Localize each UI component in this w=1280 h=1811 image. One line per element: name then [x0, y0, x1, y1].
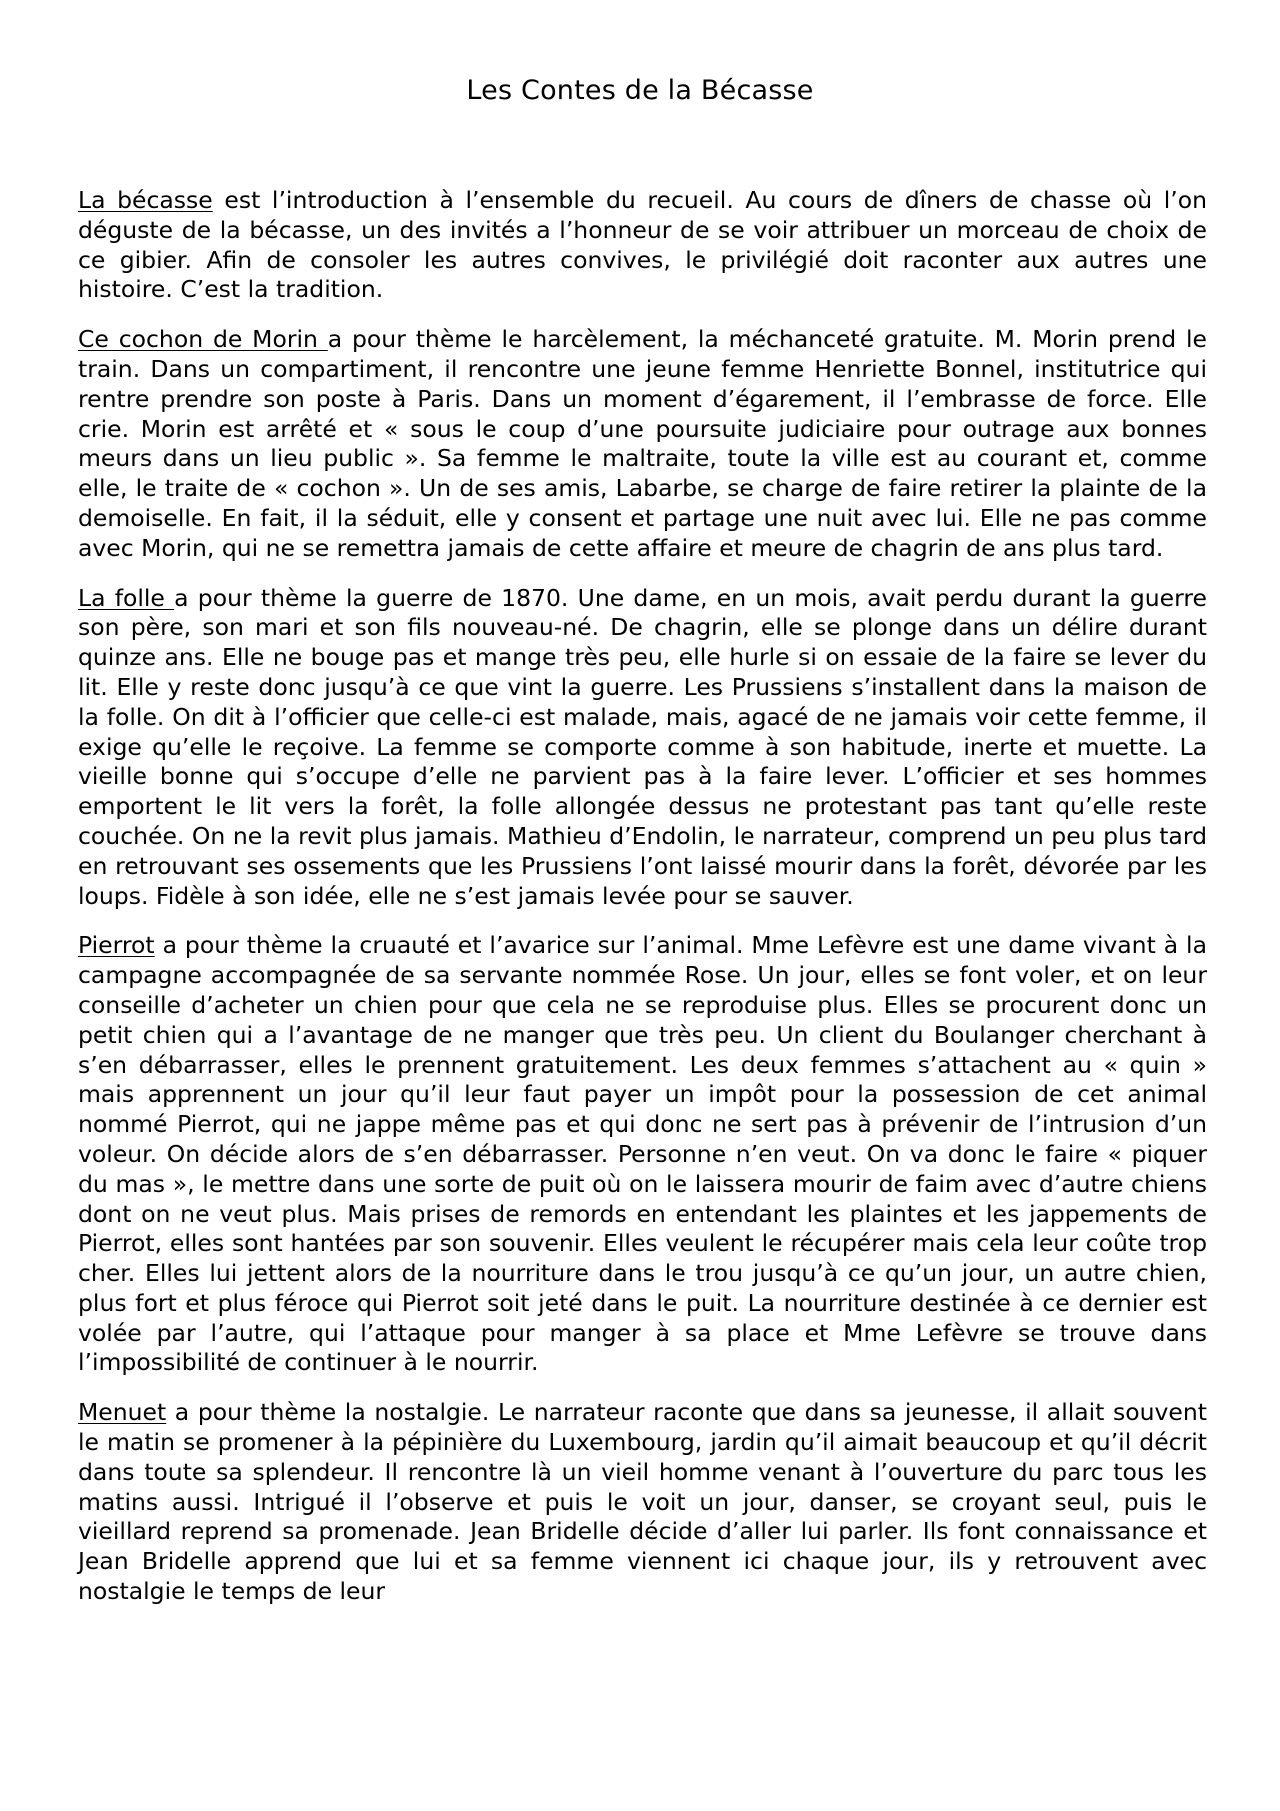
- paragraph-ce-cochon-de-morin: [78, 325, 1207, 563]
- paragraph-text: a pour thème le harcèlement, la méchanceté gratuite. M. Morin prend le train. Dans un compartiment, il rencontre une jeune femme Henriette Bonnel, institutrice qui rentre prendre son poste à Paris. Dans un moment d’égarement, il l’embrasse de force. Elle crie. Morin est arrêté et « sous le coup d’une poursuite judiciaire pour outrage aux bonnes meurs dans un lieu public ». Sa femme le maltraite, toute la ville est au courant et, comme elle, le traite de « cochon ». Un de ses amis, Labarbe, se charge de faire retirer la plainte de la demoiselle. En fait, il la séduit, elle y consent et partage une nuit avec lui. Elle ne pas comme avec Morin, qui ne se remettra jamais de cette affaire et meure de chagrin de ans plus tard.: [78, 325, 1207, 562]
- story-title-menuet: Menuet: [78, 1398, 167, 1427]
- paragraph-text: a pour thème la guerre de 1870. Une dame, en un mois, avait perdu durant la guerre son père, son mari et son fils nouveau-né. De chagrin, elle se plonge dans un délire durant quinze ans. Elle ne bouge pas et mange très peu, elle hurle si on essaie de la faire se lever du lit. Elle y reste donc jusqu’à ce que vint la guerre. Les Prussiens s’installent dans la maison de la folle. On dit à l’officier que celle-ci est malade, mais, agacé de ne jamais voir cette femme, il exige qu’elle le reçoive. La femme se comporte comme à son habitude, inerte et muette. La vieille bonne qui s’occupe d’elle ne parvient pas à la faire lever. L’officier et ses hommes emportent le lit vers la forêt, la folle allongée dessus ne protestant pas tant qu’elle reste couchée. On ne la revit plus jamais. Mathieu d’Endolin, le narrateur, comprend un peu plus tard en retrouvant ses ossements que les Prussiens l’ont laissé mourir dans la forêt, dévorée par les loups. Fidèle à son idée, elle ne s’est jamais levée pour se sauver.: [78, 583, 1207, 910]
- story-title-la-folle: La folle: [78, 583, 175, 612]
- paragraph-la-becasse: [78, 186, 1207, 305]
- paragraph-la-folle: [78, 584, 1207, 912]
- story-title-la-becasse: La bécasse: [78, 186, 213, 214]
- document-body: [78, 186, 1207, 1627]
- story-title-ce-cochon-de-morin: Ce cochon de Morin: [78, 325, 328, 354]
- paragraph-text: a pour thème la cruauté et l’avarice sur l’animal. Mme Lefèvre est une dame vivant à la campagne accompagnée de sa servante nommée Rose. Un jour, elles se font voler, et on leur conseille d’acheter un chien pour que cela ne se reproduise plus. Elles se procurent donc un petit chien qui a l’avantage de ne manger que très peu. Un client du Boulanger cherchant à s’en débarrasser, elles le prennent gratuitement. Les deux femmes s’attachent au « quin » mais apprennent un jour qu’il leur faut payer un impôt pour la possession de cet animal nommé Pierrot, qui ne jappe même pas et qui donc ne sert pas à prévenir de l’intrusion d’un voleur. On décide alors de s’en débarrasser. Personne n’en veut. On va donc le faire « piquer du mas », le mettre dans une sorte de puit où on le laissera mourir de faim avec d’autre chiens dont on ne veut plus. Mais prises de remords en entendant les plaintes et les jappements de Pierrot, elles sont hantées par son souvenir. Elles veulent le récupérer mais cela leur coûte trop cher. Elles lui jettent alors de la nourriture dans le trou jusqu’à ce qu’un jour, un autre chien, plus fort et plus féroce qui Pierrot soit jeté dans le puit. La nourriture destinée à ce dernier est volée par l’autre, qui l’attaque pour manger à sa place et Mme Lefèvre se trouve dans l’impossibilité de continuer à le nourrir.: [78, 931, 1207, 1377]
- paragraph-menuet: [78, 1398, 1207, 1607]
- paragraph-text: est l’introduction à l’ensemble du recueil. Au cours de dîners de chasse où l’on déguste de la bécasse, un des invités a l’honneur de se voir attribuer un morceau de choix de ce gibier. Afin de consoler les autres convives, le privilégié doit raconter aux autres une histoire. C’est la tradition.: [78, 186, 1207, 304]
- paragraph-pierrot: [78, 931, 1207, 1378]
- page-title: Les Contes de la Bécasse: [466, 75, 814, 106]
- paragraph-text: a pour thème la nostalgie. Le narrateur raconte que dans sa jeunesse, il allait souvent le matin se promener à la pépinière du Luxembourg, jardin qu’il aimait beaucoup et qu’il décrit dans toute sa splendeur. Il rencontre là un vieil homme venant à l’ouverture du parc tous les matins aussi. Intrigué il l’observe et puis le voit un jour, danser, se croyant seul, puis le vieillard reprend sa promenade. Jean Bridelle décide d’aller lui parler. Ils font connaissance et Jean Bridelle apprend que lui et sa femme viennent ici chaque jour, ils y retrouvent avec nostalgie le temps de leur: [78, 1398, 1207, 1606]
- story-title-pierrot: Pierrot: [78, 931, 155, 960]
